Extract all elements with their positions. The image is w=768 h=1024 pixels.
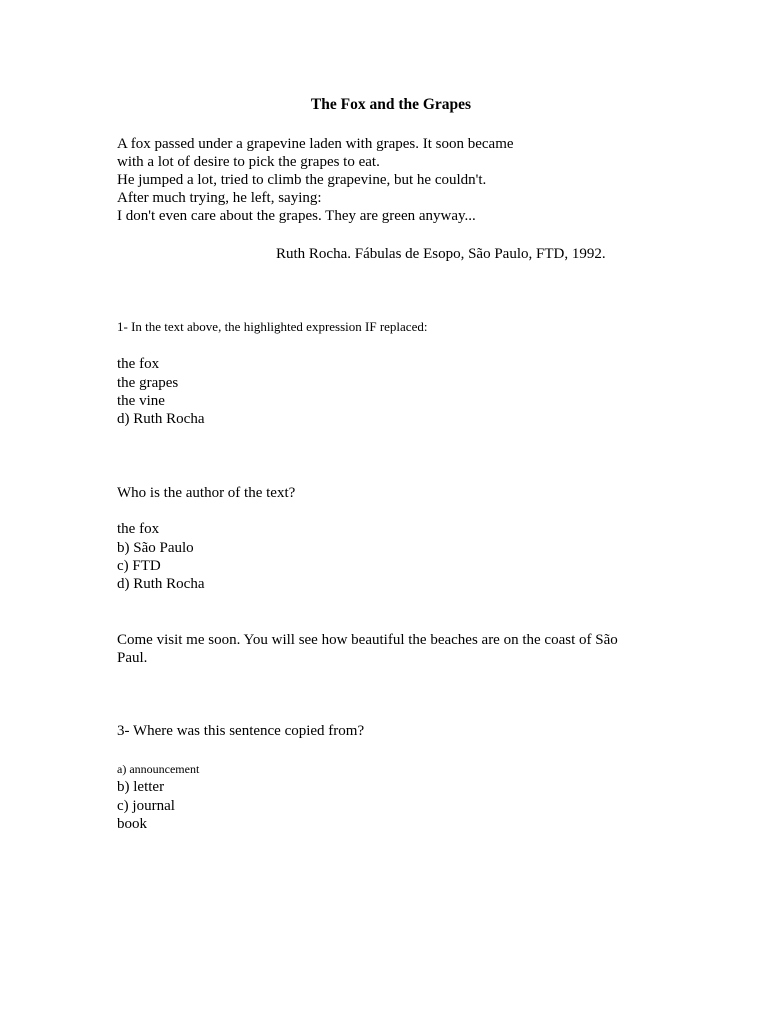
story-line: with a lot of desire to pick the grapes to eat. [117,154,380,170]
answer-option: the fox [117,521,160,537]
story-line: After much trying, he left, saying: [117,190,322,206]
question-prompt: 3- Where was this sentence copied from? [117,723,365,739]
question-prompt: 1- In the text above, the highlighted expression IF replaced: [117,319,428,334]
answer-option: d) Ruth Rocha [117,411,205,427]
answer-option: the grapes [117,375,179,391]
answer-option: a) announcement [117,762,200,776]
document-title: The Fox and the Grapes [310,96,472,113]
answer-option: the fox [117,356,160,372]
question-prompt: Who is the author of the text? [117,485,296,501]
story-line: I don't even care about the grapes. They are green anyway... [117,208,476,224]
answer-option: c) FTD [117,558,161,574]
answer-option: c) journal [117,798,175,814]
story-line: A fox passed under a grapevine laden with grapes. It soon became [117,136,514,152]
passage-line: Paul. [117,650,148,666]
answer-option: b) letter [117,779,165,795]
story-citation: Ruth Rocha. Fábulas de Esopo, São Paulo, FTD, 1992. [276,246,606,262]
answer-option: d) Ruth Rocha [117,576,205,592]
answer-option: book [117,816,147,832]
answer-option: b) São Paulo [117,540,194,556]
passage-line: Come visit me soon. You will see how beautiful the beaches are on the coast of São [117,632,618,648]
answer-option: the vine [117,393,165,409]
story-line: He jumped a lot, tried to climb the grapevine, but he couldn't. [117,172,487,188]
